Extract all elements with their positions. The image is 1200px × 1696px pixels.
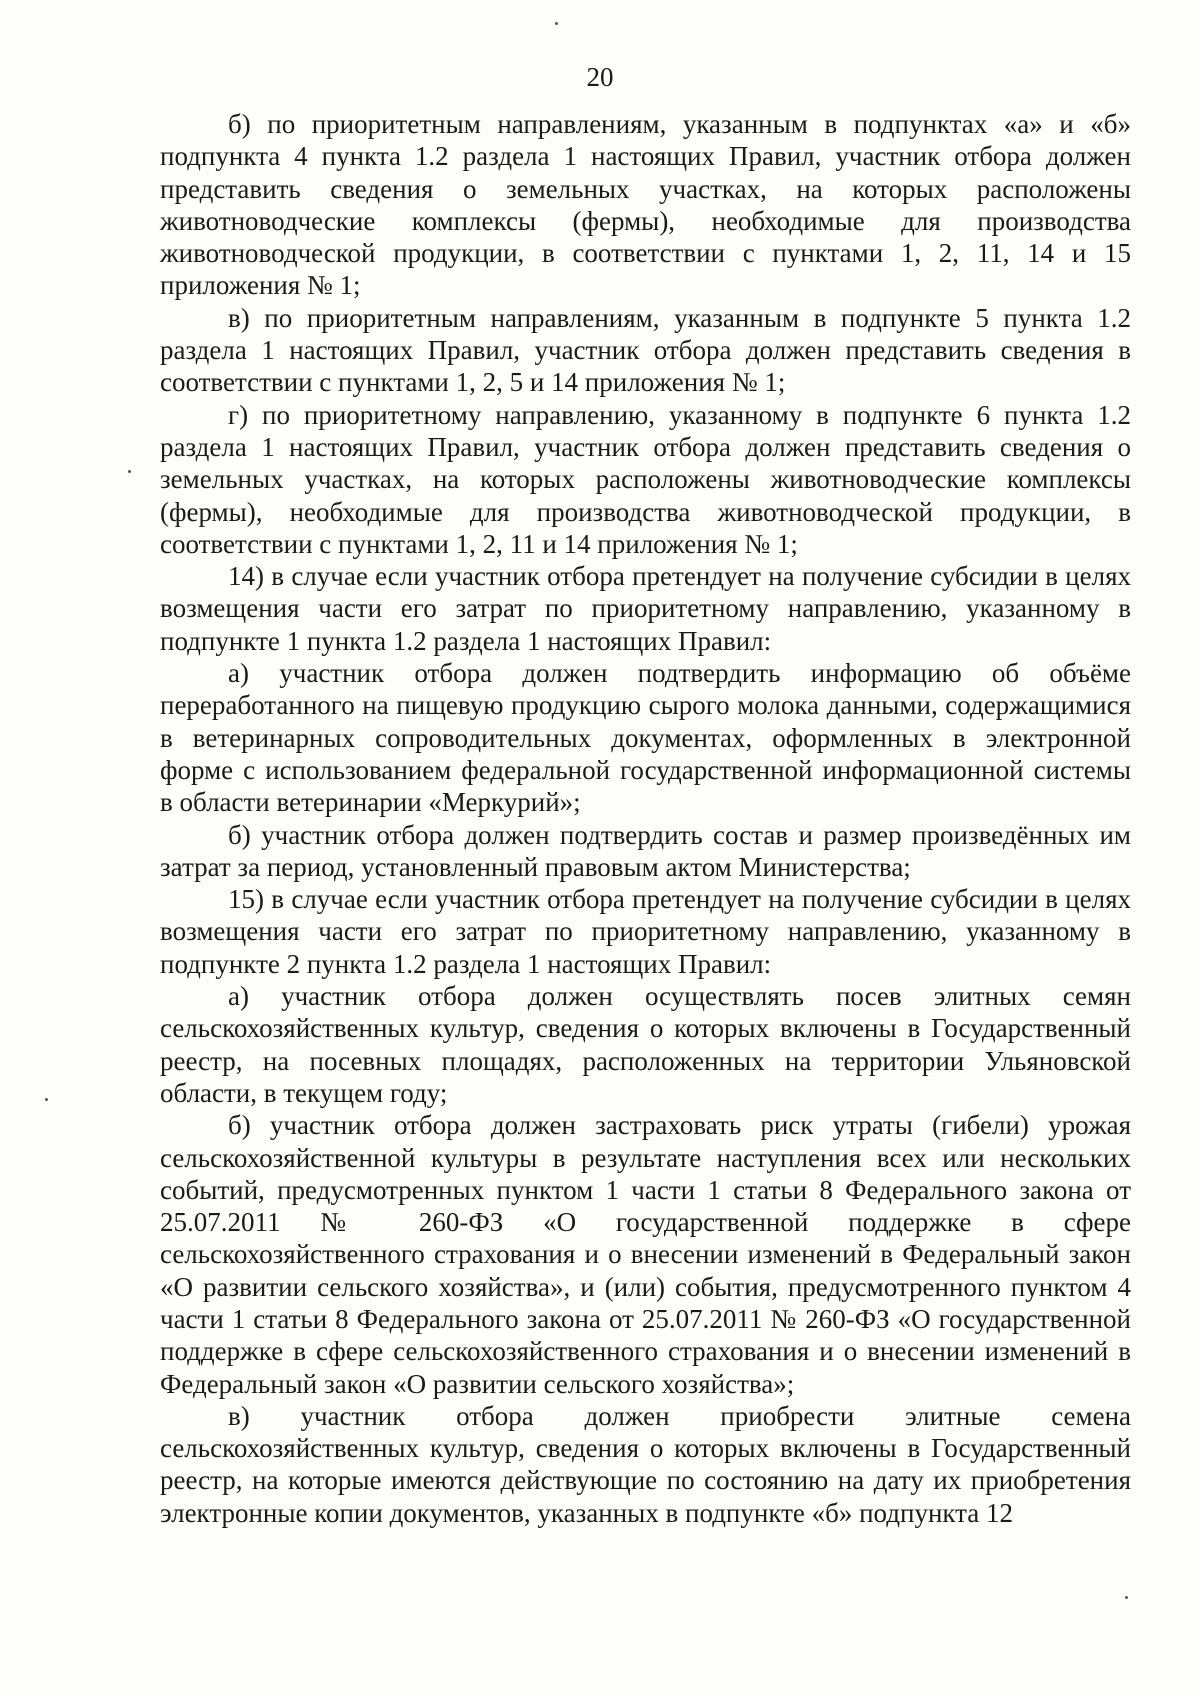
paragraph-b-priority-directions: б) по приоритетным направлениям, указанным в подпунктах «а» и «б» подпункта 4 пункта 1.2 раздела 1 настоящих Правил, участник отбора должен представить сведения о земельных участках, на которых расположены животноводческие комплексы (фермы), необходимые для производства животноводческой продукции, в соответствии с пунктами 1, 2, 11, 14 и 15 приложения № 1; xyxy=(160,109,1131,301)
paragraph-15-subsidy-conditions: 15) в случае если участник отбора претендует на получение субсидии в целях возмещения части его затрат по приоритетному направлению, указанному в подпункте 2 пункта 1.2 раздела 1 настоящих Правил: xyxy=(160,884,1131,979)
paragraph-15a-elite-seeds-sowing: а) участник отбора должен осуществлять посев элитных семян сельскохозяйственных культур, сведения о которых включены в Государственный реестр, на посевных площадях, расположенных на территории Ульяновской области, в текущем году; xyxy=(160,981,1131,1108)
paragraph-v-priority-directions: в) по приоритетным направлениям, указанным в подпункте 5 пункта 1.2 раздела 1 настоящих Правил, участник отбора должен представить сведения в соответствии с пунктами 1, 2, 5 и 14 приложения № 1; xyxy=(160,302,1131,398)
paragraph-15b-crop-insurance: б) участник отбора должен застраховать риск утраты (гибели) урожая сельскохозяйственной культуры в результате наступления всех или нескольких событий, предусмотренных пунктом 1 части 1 статьи 8 Федерального закона от 25.07.2011 № 260-ФЗ «О государственной поддержке в сфере сельскохозяйственного страхования и о внесении изменений в Федеральный закон «О развитии сельского хозяйства», и (или) события, предусмотренного пунктом 4 части 1 статьи 8 Федерального закона от 25.07.2011 № 260-ФЗ «О государственной поддержке в сфере сельскохозяйственного страхования и о внесении изменений в Федеральный закон «О развитии сельского хозяйства»; xyxy=(160,1110,1131,1399)
paragraph-15v-elite-seeds-purchase: в) участник отбора должен приобрести элитные семена сельскохозяйственных культур, сведения о которых включены в Государственный реестр, на которые имеются действующие по состоянию на дату их приобретения электронные копии документов, указанных в подпункте «б» подпункта 12 xyxy=(160,1400,1131,1528)
paragraph-g-priority-direction: г) по приоритетному направлению, указанному в подпункте 6 пункта 1.2 раздела 1 настоящих Правил, участник отбора должен представить сведения о земельных участках, на которых расположены животноводческие комплексы (фермы), необходимые для производства животноводческой продукции, в соответствии с пунктами 1, 2, 11 и 14 приложения № 1; xyxy=(160,399,1131,559)
document-body xyxy=(160,108,1131,1529)
scan-speck xyxy=(555,22,558,25)
paragraph-14a-milk-volume: а) участник отбора должен подтвердить информацию об объёме переработанного на пищевую продукцию сырого молока данными, содержащимися в ветеринарных сопроводительных документах, оформленных в электронной форме с использованием федеральной государственной информационной системы в области ветеринарии «Меркурий»; xyxy=(160,658,1131,818)
page-number: 20 xyxy=(586,62,614,92)
scan-speck xyxy=(128,470,131,473)
paragraph-14-subsidy-conditions: 14) в случае если участник отбора претендует на получение субсидии в целях возмещения части его затрат по приоритетному направлению, указанному в подпункте 1 пункта 1.2 раздела 1 настоящих Правил: xyxy=(160,561,1131,656)
scan-speck xyxy=(1125,1596,1128,1599)
paragraph-14b-expenses: б) участник отбора должен подтвердить состав и размер произведённых им затрат за период, установленный правовым актом Министерства; xyxy=(160,819,1131,882)
scan-speck xyxy=(45,1098,48,1101)
